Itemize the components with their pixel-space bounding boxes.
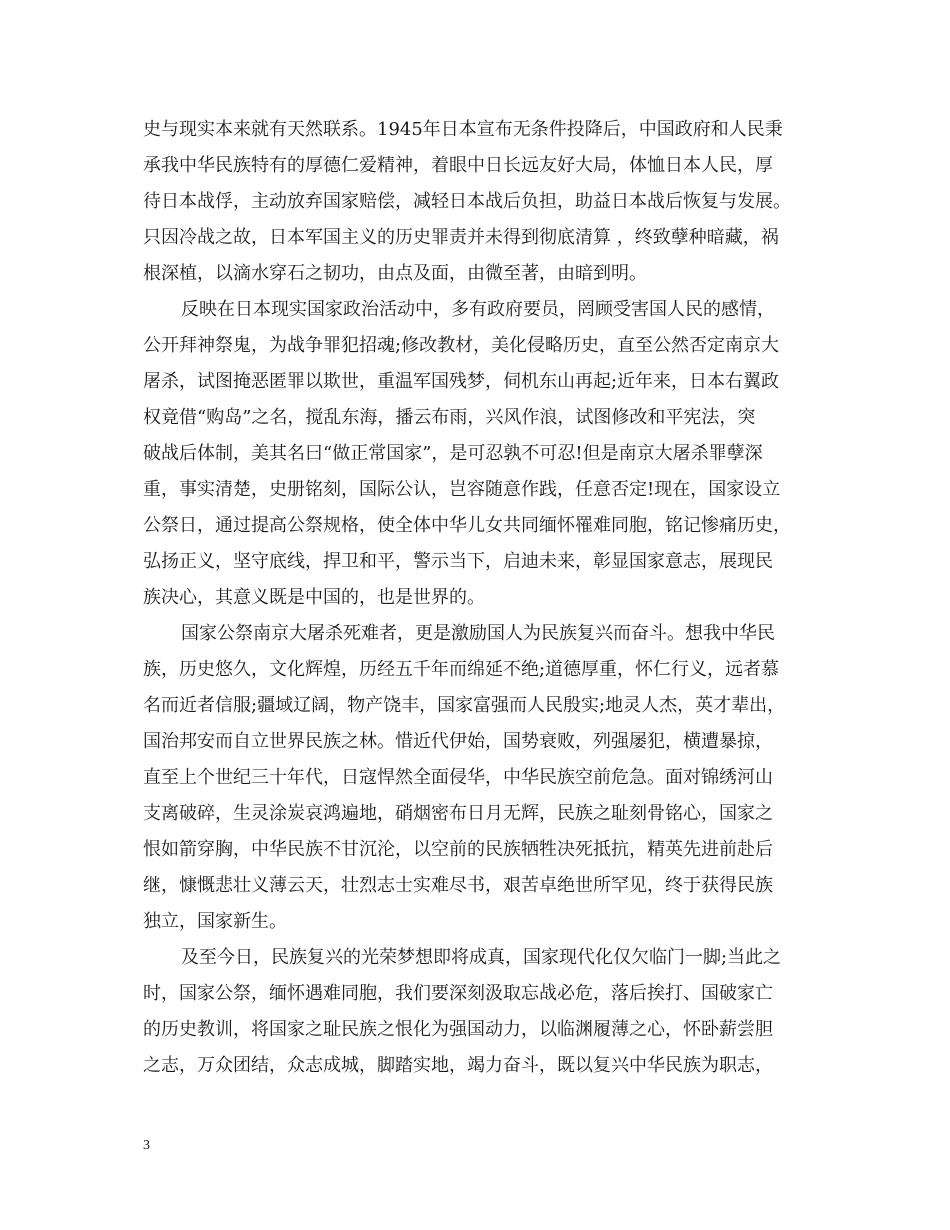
text-line: 弘扬正义，坚守底线，捍卫和平，警示当下，启迪未来，彰显国家意志，展现民 [143, 551, 773, 572]
text-line: 族，历史悠久，文化辉煌，历经五千年而绵延不绝;道德厚重，怀仁行义，远者慕 [143, 659, 780, 680]
text-line: 公祭日，通过提高公祭规格，使全体中华儿女共同缅怀罹难同胞，铭记惨痛历史， [143, 515, 791, 536]
text-line: 承我中华民族特有的厚德仁爱精神，着眼中日长远友好大局，体恤日本人民，厚 [143, 155, 773, 176]
text-line: 继，慷慨悲壮义薄云天，壮烈志士实难尽书，艰苦卓绝世所罕见，终于获得民族 [143, 875, 773, 896]
paragraph-start-line: 反映在日本现实国家政治活动中，多有政府要员，罔顾受害国人民的感情， [181, 299, 775, 320]
text-line: 公开拜神祭鬼，为战争罪犯招魂;修改教材，美化侵略历史，直至公然否定南京大 [143, 335, 780, 356]
text-line: 史与现实本来就有天然联系。1945年日本宣布无条件投降后，中国政府和人民秉 [143, 119, 783, 140]
text-line: 直至上个世纪三十年代，日寇悍然全面侵华，中华民族空前危急。面对锦绣河山 [143, 767, 773, 788]
text-line: 之志，万众团结，众志成城，脚踏实地，竭力奋斗，既以复兴中华民族为职志， [143, 1055, 773, 1076]
paragraph-start-line: 国家公祭南京大屠杀死难者，更是激励国人为民族复兴而奋斗。想我中华民 [181, 623, 775, 644]
text-line: 支离破碎，生灵涂炭哀鸿遍地，硝烟密布日月无辉，民族之耻刻骨铭心，国家之 [143, 803, 773, 824]
text-line: 国治邦安而自立世界民族之林。惜近代伊始，国势衰败，列强屡犯，横遭暴掠， [143, 731, 773, 752]
text-line: 独立，国家新生。 [143, 911, 287, 932]
text-line: 恨如箭穿胸，中华民族不甘沉沦，以空前的民族牺牲决死抵抗，精英先进前赴后 [143, 839, 773, 860]
paragraph-start-line: 及至今日，民族复兴的光荣梦想即将成真，国家现代化仅欠临门一脚;当此之 [181, 947, 782, 968]
text-line: 待日本战俘，主动放弃国家赔偿，减轻日本战后负担，助益日本战后恢复与发展。 [143, 191, 791, 212]
text-line: 时，国家公祭，缅怀遇难同胞，我们要深刻汲取忘战必危，落后挨打、国破家亡 [143, 983, 773, 1004]
text-line: 权竟借“购岛”之名，搅乱东海，播云布雨，兴风作浪，试图修改和平宪法，突 [143, 407, 756, 428]
text-line: 只因冷战之故，日本军国主义的历史罪责并未得到彻底清算 ，终致孽种暗藏，祸 [143, 227, 779, 248]
text-line: 的历史教训，将国家之耻民族之恨化为强国动力，以临渊履薄之心，怀卧薪尝胆 [143, 1019, 773, 1040]
text-line: 破战后体制，美其名曰“做正常国家”，是可忍孰不可忍!但是南京大屠杀罪孽深 [143, 443, 763, 464]
text-line: 名而近者信服;疆域辽阔，物产饶丰，国家富强而人民殷实;地灵人杰，英才辈出， [143, 695, 786, 716]
body-text [143, 112, 823, 1084]
text-line: 重，事实清楚，史册铭刻，国际公认，岂容随意作践，任意否定!现在，国家设立 [143, 479, 781, 500]
text-line: 族决心，其意义既是中国的，也是世界的。 [143, 587, 485, 608]
text-line: 根深植，以滴水穿石之韧功，由点及面，由微至著，由暗到明。 [143, 263, 647, 284]
text-line: 屠杀，试图掩恶匿罪以欺世，重温军国残梦，伺机东山再起;近年来，日本右翼政 [143, 371, 780, 392]
page-number: 3 [143, 1138, 150, 1153]
